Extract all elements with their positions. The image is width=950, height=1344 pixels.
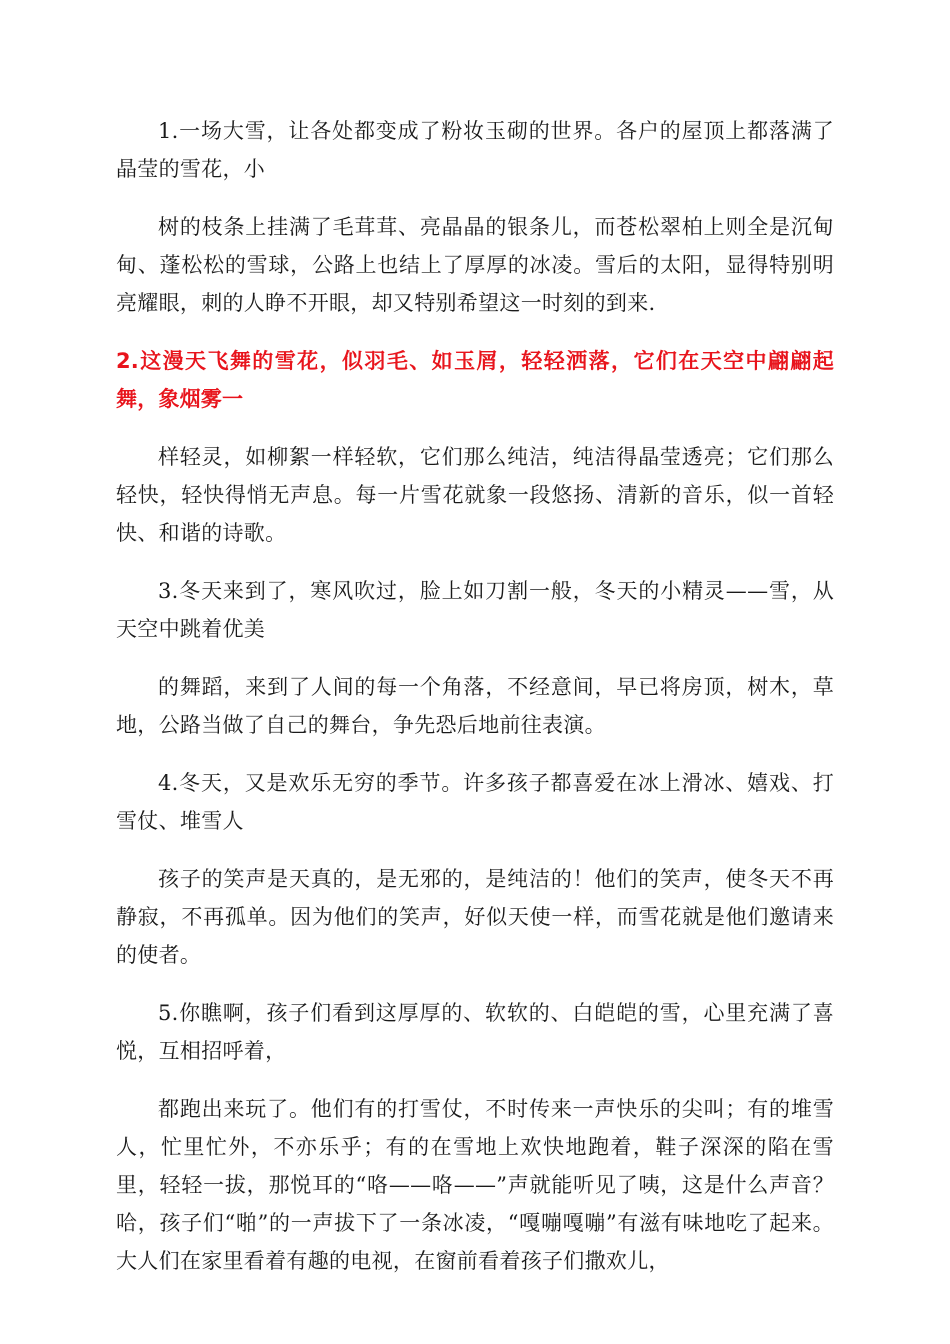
- paragraph-5: 3.冬天来到了，寒风吹过，脸上如刀割一般，冬天的小精灵——雪，从天空中跳着优美: [116, 579, 834, 641]
- paragraph-10: 都跑出来玩了。他们有的打雪仗，不时传来一声快乐的尖叫；有的堆雪人，忙里忙外，不亦乐乎；有的在雪地上欢快地跑着，鞋子深深的陷在雪里，轻轻一拔，那悦耳的“咯——咯——”声就能听见了咦，这是什么声音？哈，孩子们“啪”的一声拔下了一条冰凌，“嘎嘣嘎嘣”有滋有味地吃了起来。大人们在家里看着有趣的电视，在窗前看着孩子们撒欢儿，: [116, 1097, 834, 1273]
- paragraph-2: 树的枝条上挂满了毛茸茸、亮晶晶的银条儿，而苍松翠柏上则全是沉甸甸、蓬松松的雪球，公路上也结上了厚厚的冰凌。雪后的太阳，显得特别明亮耀眼，刺的人睁不开眼，却又特别希望这一时刻的到来.: [116, 215, 834, 315]
- document-page: [116, 112, 834, 1300]
- paragraph-4: 样轻灵，如柳絮一样轻软，它们那么纯洁，纯洁得晶莹透亮；它们那么轻快，轻快得悄无声息。每一片雪花就象一段悠扬、清新的音乐，似一首轻快、和谐的诗歌。: [116, 445, 834, 545]
- paragraph-8: 孩子的笑声是天真的，是无邪的，是纯洁的！他们的笑声，使冬天不再静寂，不再孤单。因为他们的笑声，好似天使一样，而雪花就是他们邀请来的使者。: [116, 867, 834, 967]
- paragraph-1: 1.一场大雪，让各处都变成了粉妆玉砌的世界。各户的屋顶上都落满了晶莹的雪花，小: [116, 119, 834, 181]
- paragraph-7: 4.冬天，又是欢乐无穷的季节。许多孩子都喜爱在冰上滑冰、嬉戏、打雪仗、堆雪人: [116, 771, 834, 833]
- paragraph-9: 5.你瞧啊，孩子们看到这厚厚的、软软的、白皑皑的雪，心里充满了喜悦，互相招呼着，: [116, 1001, 834, 1063]
- paragraph-3-highlighted: 2.这漫天飞舞的雪花，似羽毛、如玉屑，轻轻洒落，它们在天空中翩翩起舞，象烟雾一: [116, 349, 834, 411]
- paragraph-6: 的舞蹈，来到了人间的每一个角落，不经意间，早已将房顶，树木，草地，公路当做了自己的舞台，争先恐后地前往表演。: [116, 675, 834, 737]
